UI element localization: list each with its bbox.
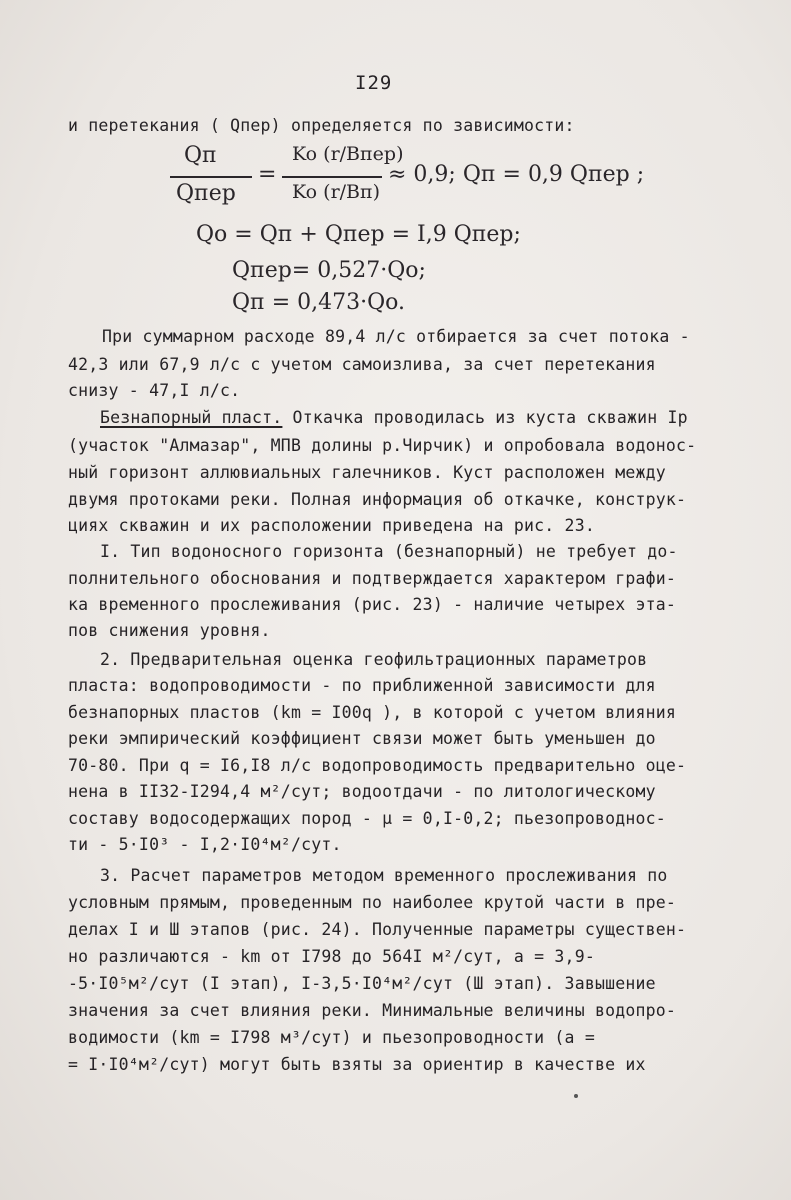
- formula-qper: Qпер= 0,527·Qo;: [232, 258, 426, 283]
- text-line: 70-80. При q = I6,I8 л/с водопроводимость предварительно оце-: [68, 756, 687, 775]
- intro-line: и перетекания ( Qпер) определяется по зависимости:: [68, 116, 575, 135]
- text-line: пласта: водопроводимости - по приближенной зависимости для: [68, 676, 656, 695]
- text-line: (участок "Алмазар", МПВ долины р.Чирчик) и опробовала водонос-: [68, 436, 697, 455]
- text-line: 3. Расчет параметров методом временного прослеживания по: [100, 866, 668, 885]
- text-line: составу водосодержащих пород - μ = 0,I-0,2; пьезопроводнос-: [68, 809, 666, 828]
- formula-ratio-result: ≈ 0,9; Qп = 0,9 Qпер ;: [388, 162, 645, 187]
- section-heading-unconfined: Безнапорный пласт.: [100, 408, 283, 427]
- text-line: нена в II32-I294,4 м²/сут; водоотдачи - по литологическому: [68, 782, 656, 801]
- text-line: реки эмпирический коэффициент связи может быть уменьшен до: [68, 729, 656, 748]
- frac-numerator: Qп: [184, 143, 217, 168]
- frac-denominator: Qпер: [176, 181, 236, 206]
- text-line: ный горизонт аллювиальных галечников. Куст расположен между: [68, 463, 666, 482]
- text-line: но различаются - km от I798 до 564I м²/сут, a = 3,9-: [68, 947, 595, 966]
- text-line: снизу - 47,I л/с.: [68, 381, 241, 400]
- text-line: 42,3 или 67,9 л/с с учетом самоизлива, за счет перетекания: [68, 355, 656, 374]
- ink-speck: [574, 1094, 578, 1098]
- fraction-bar: [170, 176, 252, 178]
- text-line: условным прямым, проведенным по наиболее крутой части в пре-: [68, 893, 677, 912]
- fraction-bar-2: [282, 176, 382, 178]
- formula-total-flow: Qo = Qп + Qпер = I,9 Qпер;: [196, 222, 521, 247]
- fraction-qp-qper: [170, 143, 252, 213]
- text-line: водимости (km = I798 м³/сут) и пьезопроводности (a =: [68, 1028, 595, 1047]
- text-line: = I·I0⁴м²/сут) могут быть взяты за ориентир в качестве их: [68, 1055, 646, 1074]
- text-line: значения за счет влияния реки. Минимальные величины водопро-: [68, 1001, 677, 1020]
- formula-qp: Qп = 0,473·Qo.: [232, 290, 405, 315]
- text-line: делах I и Ш этапов (рис. 24). Полученные параметры существен-: [68, 920, 687, 939]
- text-line: пов снижения уровня.: [68, 621, 271, 640]
- bessel-numerator: Ko (r/Bпер): [292, 143, 404, 165]
- text-line: [100, 408, 688, 427]
- text-line: двумя протоками реки. Полная информация об откачке, конструк-: [68, 490, 687, 509]
- text-line: 2. Предварительная оценка геофильтрационных параметров: [100, 650, 648, 669]
- page-number: I29: [355, 72, 393, 94]
- equals-sign: =: [258, 162, 277, 187]
- bessel-denominator: Ko (r/Bп): [292, 181, 381, 203]
- text-line: полнительного обоснования и подтверждается характером графи-: [68, 569, 677, 588]
- text-line: ка временного прослеживания (рис. 23) - наличие четырех эта-: [68, 595, 677, 614]
- text-line: ти - 5·I0³ - I,2·I0⁴м²/сут.: [68, 835, 342, 854]
- text-line: I. Тип водоносного горизонта (безнапорный) не требует до-: [100, 542, 678, 561]
- fraction-bessel: [282, 143, 404, 213]
- text-span: Откачка проводилась из куста скважин Iр: [282, 408, 688, 427]
- text-line: -5·I0⁵м²/сут (I этап), I-3,5·I0⁴м²/сут (Ш этап). Завышение: [68, 974, 656, 993]
- text-line: безнапорных пластов (km = I00q ), в которой с учетом влияния: [68, 703, 677, 722]
- text-line: При суммарном расходе 89,4 л/с отбирается за счет потока -: [102, 327, 690, 346]
- text-line: циях скважин и их расположении приведена на рис. 23.: [68, 516, 595, 535]
